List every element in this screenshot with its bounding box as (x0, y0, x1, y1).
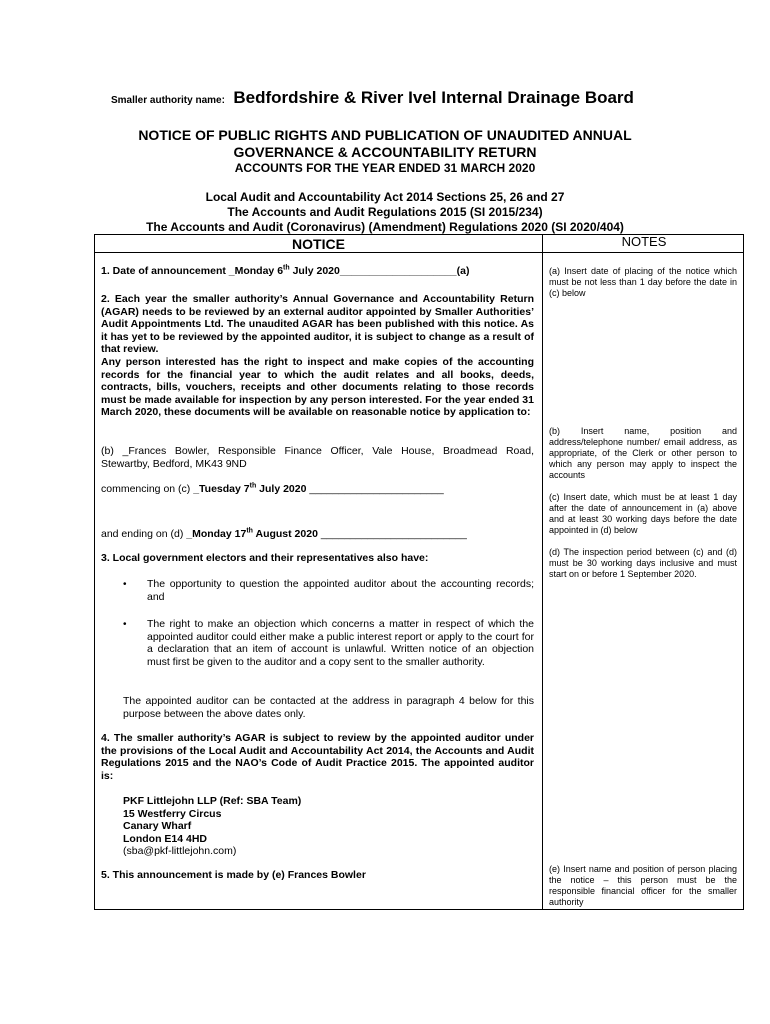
note-a: (a) Insert date of placing of the notice which must be not less than 1 day before the date in (c) below (549, 266, 737, 298)
title-line-1: NOTICE OF PUBLIC RIGHTS AND PUBLICATION OF UNAUDITED ANNUAL (138, 127, 632, 143)
announcement-date-suffix: July 2020____________________(a) (289, 265, 470, 277)
document-subtitle: ACCOUNTS FOR THE YEAR ENDED 31 MARCH 2020 (234, 161, 536, 175)
note-c: (c) Insert date, which must be at least 1 day after the date of announcement in (a) above and at least 30 working days before the date appointed in (d) below (549, 492, 737, 535)
auditor-email-link[interactable]: (sba@pkf-littlejohn.com) (123, 845, 237, 857)
paragraph-2-rights: Any person interested has the right to inspect and make copies of the accounting records for the financial year to which the audit relates and all books, deeds, contracts, bills, vouchers, receipts and other documents relating to those records must be made available for inspection by any person interested. For the year ended 31 March 2020, these documents will be available on reasonable notice by application to: (101, 356, 534, 418)
announcement-date-prefix: 1. Date of announcement _Monday 6 (101, 265, 284, 277)
paragraph-4: 4. The smaller authority’s AGAR is subject to review by the appointed auditor under the provisions of the Local Audit and Accountability Act 2014, the Accounts and Audit Regulations 2015 and the NAO’s Code of Audit Practice 2015. The appointed auditor is: (101, 732, 534, 782)
paragraph-3: 3. Local government electors and their representatives also have: (101, 552, 429, 564)
commencing-sup: th (249, 482, 257, 490)
ending-date (101, 528, 534, 541)
authority-label: Smaller authority name: (111, 95, 225, 106)
address-line-3: Canary Wharf (123, 820, 192, 832)
authority-line (111, 88, 634, 108)
commencing-date (101, 483, 534, 496)
ending-sup: th (246, 527, 253, 535)
address-line-4: London E14 4HD (123, 832, 208, 845)
auditor-address (123, 795, 534, 858)
commencing-day: _Tuesday 7 (193, 483, 250, 495)
paragraph-1 (101, 265, 534, 278)
legislation-block (0, 190, 770, 235)
ending-prefix: and ending on (d) (101, 528, 187, 540)
document-title (0, 127, 770, 161)
notice-table (94, 234, 744, 910)
auditor-contact-note: The appointed auditor can be contacted at the address in paragraph 4 below for this purpose between the above dates only. (123, 695, 534, 720)
bullet-1-text: The opportunity to question the appointed auditor about the accounting records; and (147, 578, 534, 603)
legislation-1: Local Audit and Accountability Act 2014 Sections 25, 26 and 27 (205, 190, 565, 204)
title-line-2: GOVERNANCE & ACCOUNTABILITY RETURN (233, 144, 537, 160)
commencing-suffix: _______________________ (306, 483, 444, 495)
note-b: (b) Insert name, position and address/telephone number/ email address, as appropriate, of the Clerk or other person to which any person may apply to inspect the accounts (549, 426, 737, 480)
bullet-2-text: The right to make an objection which concerns a matter in respect of which the appointed auditor could either make a public interest report or apply to the court for a declaration that an item of account is unlawful. Written notice of an objection must first be given to the auditor and a copy sent to the smaller authority. (147, 618, 534, 668)
note-d: (d) The inspection period between (c) and (d) must be 30 working days inclusive and must start on or before 1 September 2020. (549, 547, 737, 579)
note-e: (e) Insert name and position of person placing the notice – this person must be the responsible financial officer for the smaller authority (549, 864, 737, 907)
address-line-1: PKF Littlejohn LLP (Ref: SBA Team) (123, 795, 302, 807)
notes-heading: NOTES (621, 234, 667, 249)
address-line-2: 15 Westferry Circus (123, 807, 222, 820)
commencing-prefix: commencing on (c) (101, 483, 194, 495)
ending-day: _Monday 17 (186, 528, 247, 540)
ending-suffix: _________________________ (317, 528, 467, 540)
commencing-month: July 2020 (256, 483, 307, 495)
announcement-date-sup: th (283, 264, 290, 272)
contact-person: (b) _Frances Bowler, Responsible Finance Officer, Vale House, Broadmead Road, Stewartby, Bedford, MK43 9ND (101, 445, 534, 470)
paragraph-2: 2. Each year the smaller authority’s Annual Governance and Accountability Return (AGAR) needs to be reviewed by an external auditor appointed by Smaller Authorities’ Audit Appointments Ltd. The unaudited AGAR has been published with this notice. As it has yet to be reviewed by the appointed auditor, it is subject to change as a result of that review. (101, 293, 534, 355)
notice-heading: NOTICE (292, 236, 345, 252)
legislation-3: The Accounts and Audit (Coronavirus) (Amendment) Regulations 2020 (SI 2020/404) (146, 220, 624, 234)
authority-name: Bedfordshire & River Ivel Internal Drainage Board (233, 88, 634, 107)
ending-month: August 2020 (252, 528, 318, 540)
paragraph-5: 5. This announcement is made by (e) Frances Bowler (101, 869, 366, 881)
bullet-2-marker: • (123, 619, 127, 630)
column-divider (542, 235, 543, 909)
bullet-1-marker: • (123, 579, 127, 590)
legislation-2: The Accounts and Audit Regulations 2015 (SI 2015/234) (227, 205, 543, 219)
